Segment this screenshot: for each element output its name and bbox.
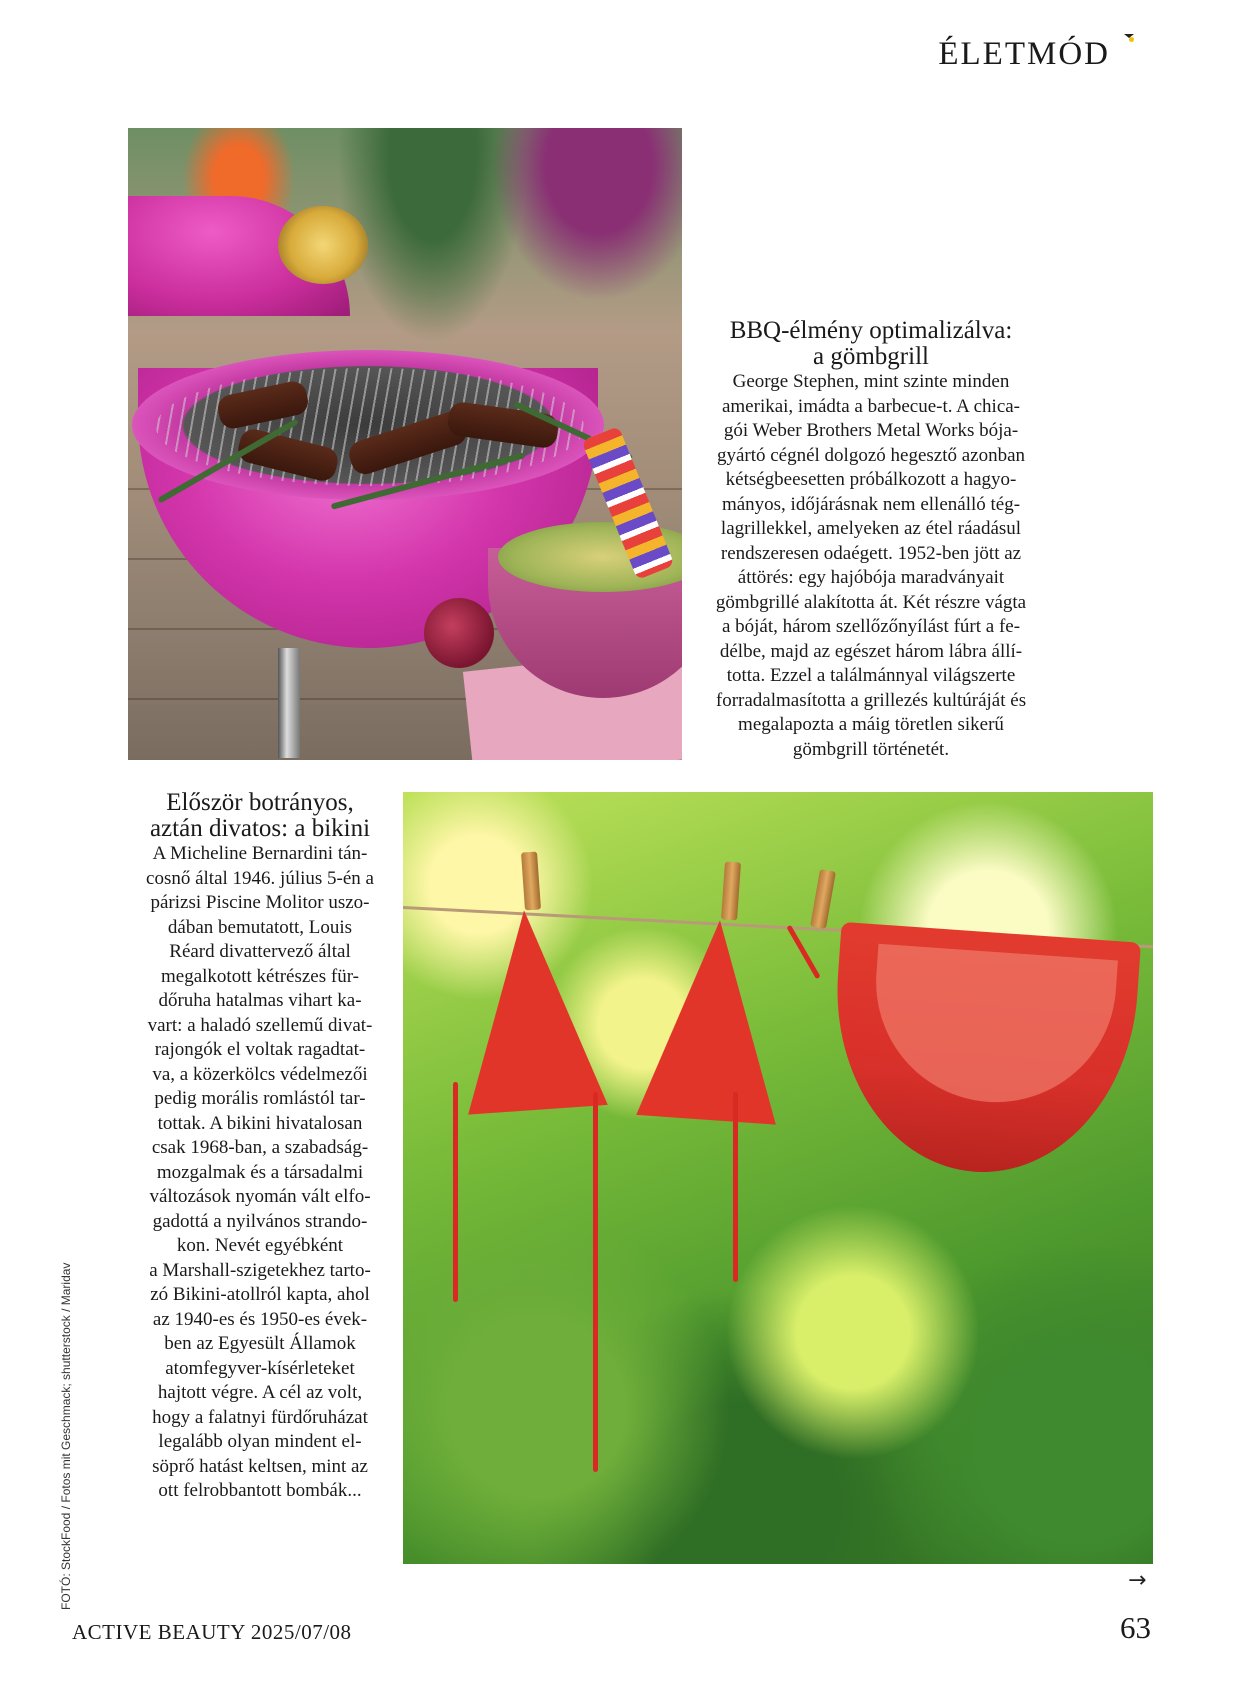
bikini-photo [403, 792, 1153, 1564]
corner-mark-icon [1124, 34, 1134, 42]
bbq-article [686, 318, 1056, 762]
photo-credit: FOTÓ: StockFood / Fotos mit Geschmack; shutterstock / Maridav [59, 1262, 73, 1610]
bikini-body: A Micheline Bernardini tán- cosnő által 1946. július 5-én a párizsi Piscine Molitor uszo- dában bemutatott, Louis Réard divattervező által megalkotott kétrészes für- dőruha hatalmas vihart ka- vart: a haladó szellemű divat- rajongók el voltak ragadtat- va, a közerkölcs védelmezői pedig morális romlástól tar- tottak. A bikini hivatalosan csak 1968-ban, a szabadság- mozgalmak és a társadalmi változások nyomán vált elfo- gadottá a nyilvános strando- kon. Nevét egyébként a Marshall-szigetekhez tarto- zó Bikini-atollról kapta, ahol az 1940-es és 1950-es évek- ben az Egyesült Államok atomfegyver-kísérleteket hajtott végre. A cél az volt, hogy a falatnyi fürdőruházat legalább olyan mindent el- söprő hatást keltsen, mint az ott felrobbantott bombák... [146, 843, 374, 1501]
grill-photo [128, 128, 682, 760]
bbq-body: George Stephen, mint szinte minden amerikai, imádta a barbecue-t. A chica- gói Weber Brothers Metal Works bója- gyártó cégnél dolgozó hegesztő azonban kétségbeesetten próbálkozott a hagyo- mányos, időjárásnak nem ellenálló tég- lagrillekkel, amelyeken az étel ráadásul rendszeresen odaégett. 1952-ben jött az áttörés: egy hajóbója maradványait gömbgrillé alakította át. Két részre vágta a bóját, három szellőzőnyílást fúrt a fe- délbe, majd az egészet három lábra állí- totta. Ezzel a találmánnyal világszerte forradalmasította a grillezés kultúráját és megalapozta a máig töretlen sikerű gömbgrill történetét. [715, 371, 1027, 760]
section-label: ÉLETMÓD [938, 36, 1110, 72]
page-number: 63 [1120, 1610, 1151, 1645]
bbq-title: BBQ-élmény optimalizálva: a gömbgrill [729, 317, 1013, 370]
bikini-title: Először botrányos, aztán divatos: a bikini [149, 789, 371, 842]
magazine-issue: ACTIVE BEAUTY 2025/07/08 [72, 1620, 352, 1644]
bikini-article [128, 790, 392, 1504]
next-page-arrow-icon: → [1128, 1568, 1147, 1593]
